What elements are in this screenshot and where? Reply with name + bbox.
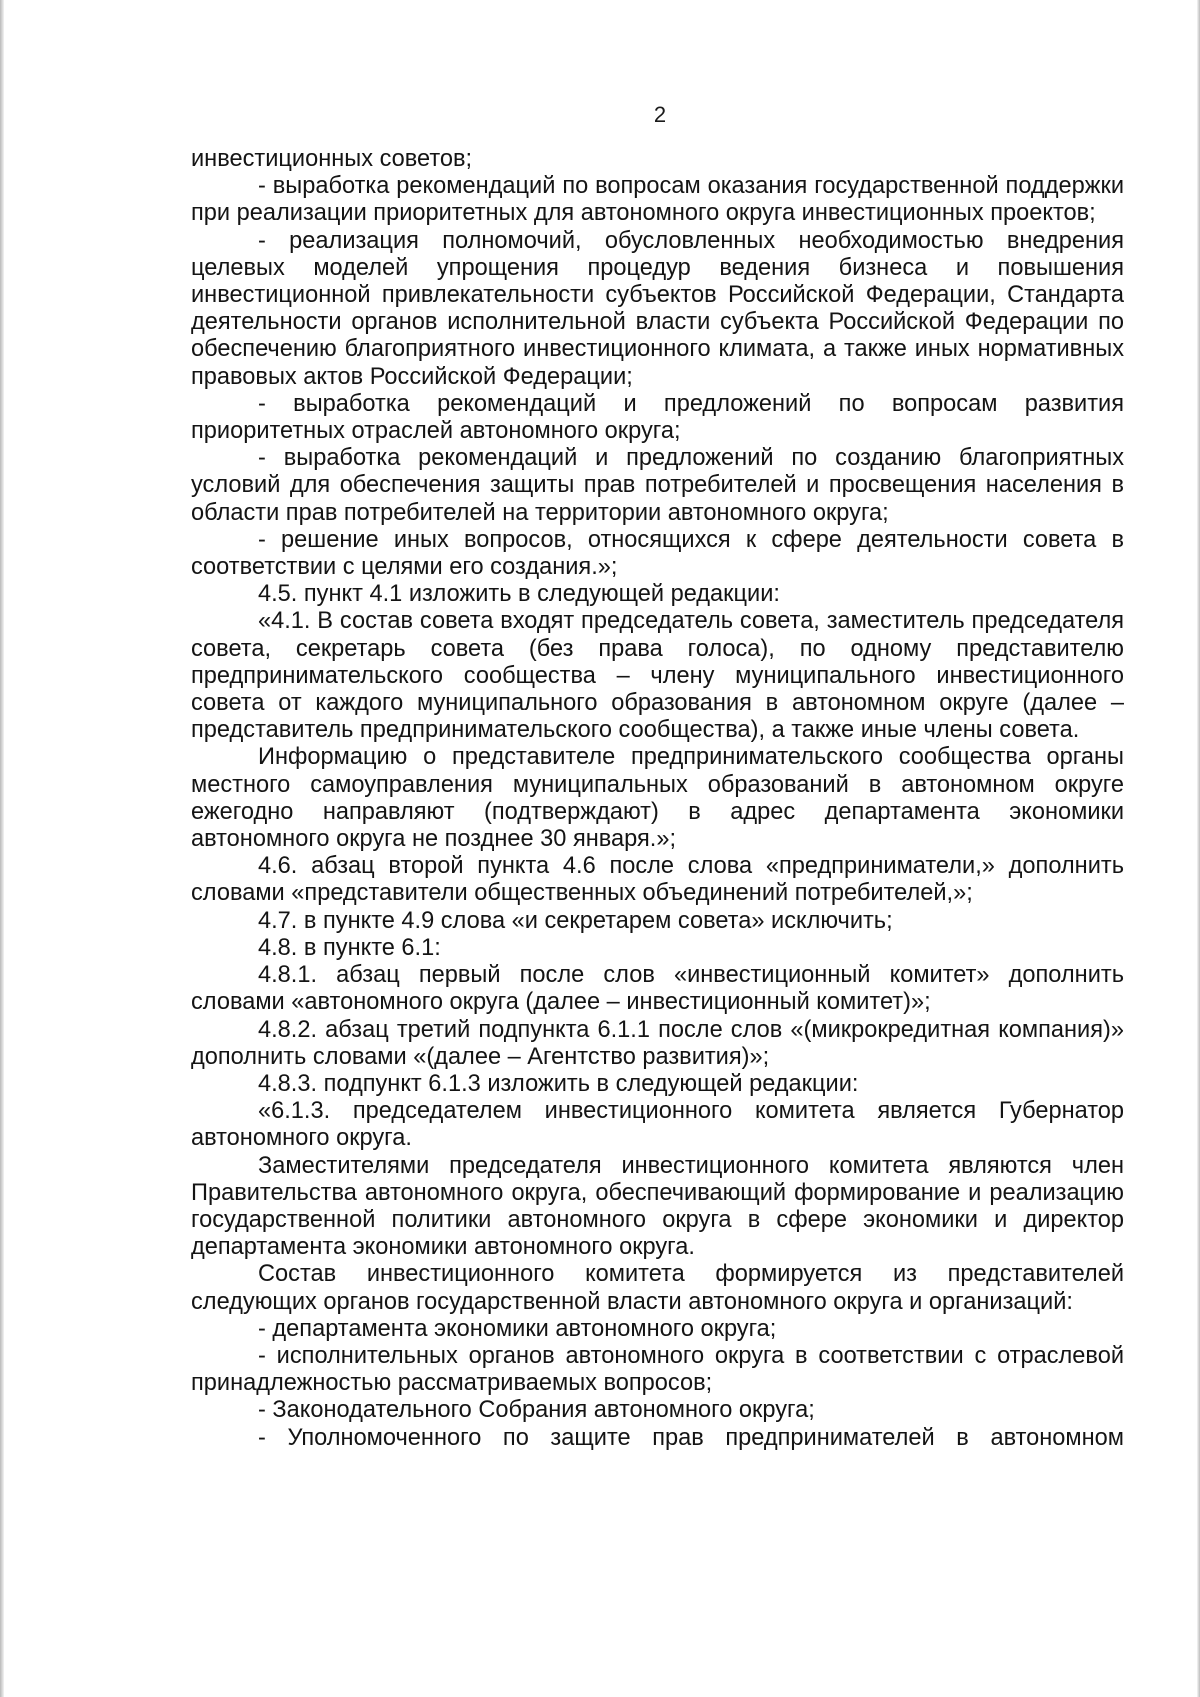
paragraph: - выработка рекомендаций и предложений по созданию благоприятных условий для обеспечения защиты прав потребителей и просвещения населения в области прав потребителей на территории автономного округа;: [191, 445, 1124, 526]
paragraph: «6.1.3. председателем инвестиционного комитета является Губернатор автономного округа.: [191, 1098, 1124, 1152]
paragraph: «4.1. В состав совета входят председатель совета, заместитель председателя совета, секретарь совета (без права голоса), по одному представителю предпринимательского сообщества – члену муниципального инвестиционного совета от каждого муниципального образования в автономном округе (далее – представитель предпринимательского сообщества), а также иные члены совета.: [191, 608, 1124, 744]
paragraph: инвестиционных советов;: [191, 146, 473, 172]
paragraph: - Уполномоченного по защите прав предпринимателей в автономном: [258, 1424, 1124, 1451]
scan-edge-left: [0, 0, 4, 1697]
paragraph: 4.7. в пункте 4.9 слова «и секретарем совета» исключить;: [258, 907, 893, 934]
paragraph: Информацию о представителе предпринимательского сообщества органы местного самоуправления муниципальных образований в автономном округе ежегодно направляют (подтверждают) в адрес департамента экономики автономного округа не позднее 30 января.»;: [191, 744, 1124, 853]
paragraph: 4.8.1. абзац первый после слов «инвестиционный комитет» дополнить словами «автономного округа (далее – инвестиционный комитет)»;: [191, 962, 1124, 1016]
document-body: [191, 146, 1124, 1452]
paragraph: - реализация полномочий, обусловленных необходимостью внедрения целевых моделей упрощения процедур ведения бизнеса и повышения инвестиционной привлекательности субъектов Российской Федерации, Стандарта деятельности органов исполнительной власти субъекта Российской Федерации по обеспечению благоприятного инвестиционного климата, а также иных нормативных правовых актов Российской Федерации;: [191, 227, 1124, 390]
paragraph: - исполнительных органов автономного округа в соответствии с отраслевой принадлежностью рассматриваемых вопросов;: [191, 1342, 1124, 1397]
paragraph: 4.5. пункт 4.1 изложить в следующей редакции:: [258, 581, 780, 608]
paragraph: 4.8. в пункте 6.1:: [258, 934, 441, 961]
paragraph: - Законодательного Собрания автономного округа;: [258, 1397, 815, 1424]
paragraph: Состав инвестиционного комитета формируется из представителей следующих органов государственной власти автономного округа и организаций:: [191, 1261, 1124, 1315]
paragraph: - решение иных вопросов, относящихся к сфере деятельности совета в соответствии с целями его создания.»;: [191, 526, 1124, 581]
paragraph: Заместителями председателя инвестиционного комитета являются член Правительства автономного округа, обеспечивающий формирование и реализацию государственной политики автономного округа в сфере экономики и директор департамента экономики автономного округа.: [191, 1152, 1124, 1261]
paragraph: - выработка рекомендаций по вопросам оказания государственной поддержки при реализации приоритетных для автономного округа инвестиционных проектов;: [191, 173, 1124, 227]
paragraph: 4.8.3. подпункт 6.1.3 изложить в следующей редакции:: [258, 1070, 859, 1097]
paragraph: - выработка рекомендаций и предложений по вопросам развития приоритетных отраслей автономного округа;: [191, 390, 1124, 445]
paragraph: - департамента экономики автономного округа;: [258, 1315, 777, 1342]
paragraph: 4.8.2. абзац третий подпункта 6.1.1 после слов «(микрокредитная компания)» дополнить словами «(далее – Агентство развития)»;: [191, 1016, 1124, 1070]
paragraph: 4.6. абзац второй пункта 4.6 после слова «предприниматели,» дополнить словами «представители общественных объединений потребителей,»;: [191, 853, 1124, 907]
page-number: 2: [653, 102, 667, 127]
